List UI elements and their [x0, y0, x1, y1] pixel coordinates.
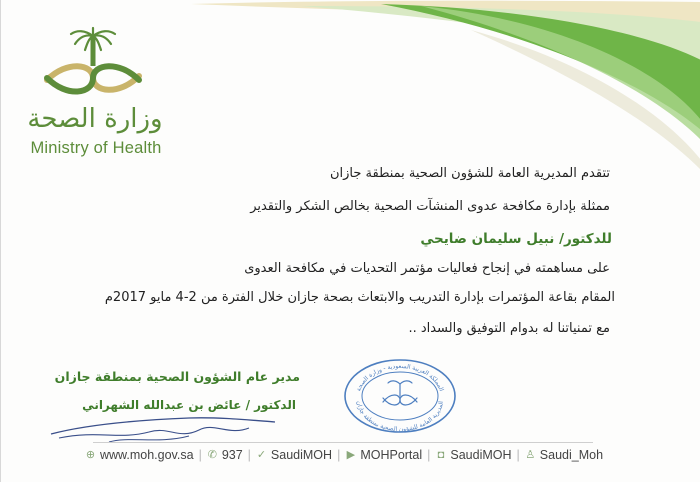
- youtube-icon: ▶: [346, 448, 356, 461]
- footer-separator: |: [337, 448, 341, 462]
- ministry-logo: [11, 24, 171, 164]
- svg-text:المديرية العامة للشؤون الصحية: [355, 400, 445, 433]
- footer-twitter[interactable]: [256, 448, 332, 462]
- website-text: www.moh.gov.sa: [100, 448, 194, 462]
- footer-separator: |: [516, 448, 520, 462]
- body-line-1: تتقدم المديرية العامة للشؤون الصحية بمنطقة جازان: [329, 166, 610, 181]
- instagram-icon: ◘: [437, 448, 445, 461]
- signatory-title: مدير عام الشؤون الصحية بمنطقة جازان: [54, 369, 300, 384]
- globe-icon: ⊕: [85, 448, 96, 461]
- snapchat-text: Saudi_Moh: [539, 448, 604, 462]
- footer-contacts: [85, 446, 605, 464]
- twitter-icon: ✓: [256, 448, 267, 461]
- instagram-text: SaudiMOH: [450, 448, 512, 462]
- stamp-bottom-text: المديرية العامة للشؤون الصحية بمنطقة جازان: [354, 400, 445, 434]
- official-stamp: [341, 356, 459, 434]
- body-line-4: على مساهمته في إنجاح فعاليات مؤتمر التحديات في مكافحة العدوى: [244, 261, 610, 276]
- body-line-2: ممثلة بإدارة مكافحة عدوى المنشآت الصحية بخالص الشكر والتقدير: [250, 199, 610, 214]
- body-line-5: المقام بقاعة المؤتمرات بإدارة التدريب والابتعاث بصحة جازان خلال الفترة من 2-4 مايو 2017م: [104, 290, 615, 305]
- footer-snapchat[interactable]: [525, 448, 603, 462]
- footer-divider: [93, 442, 593, 443]
- footer-youtube[interactable]: [345, 448, 422, 462]
- recipient-name: للدكتور/ نبيل سليمان ضايحي: [420, 231, 612, 247]
- body-line-6: مع تمنياتنا له بدوام التوفيق والسداد ..: [408, 321, 610, 336]
- footer-instagram[interactable]: [435, 448, 511, 462]
- twitter-text: SaudiMOH: [270, 448, 333, 462]
- palm-tree-icon: [33, 24, 153, 104]
- ministry-name-arabic: وزارة الصحة: [27, 104, 163, 134]
- footer-phone[interactable]: [207, 448, 243, 462]
- footer-separator: |: [427, 448, 431, 462]
- youtube-text: MOHPortal: [360, 448, 423, 462]
- footer-separator: |: [247, 448, 251, 462]
- footer-website[interactable]: [85, 448, 194, 462]
- phone-icon: ✆: [207, 448, 217, 461]
- snapchat-icon: ♙: [525, 448, 536, 461]
- ministry-name-english: Ministry of Health: [30, 139, 162, 157]
- stamp-top-text: المملكة العربية السعودية - وزارة الصحة: [355, 362, 445, 393]
- phone-text: 937: [221, 448, 243, 462]
- footer-separator: |: [198, 448, 202, 462]
- signatory-name: الدكتور / عائض بن عبدالله الشهراني: [82, 398, 296, 412]
